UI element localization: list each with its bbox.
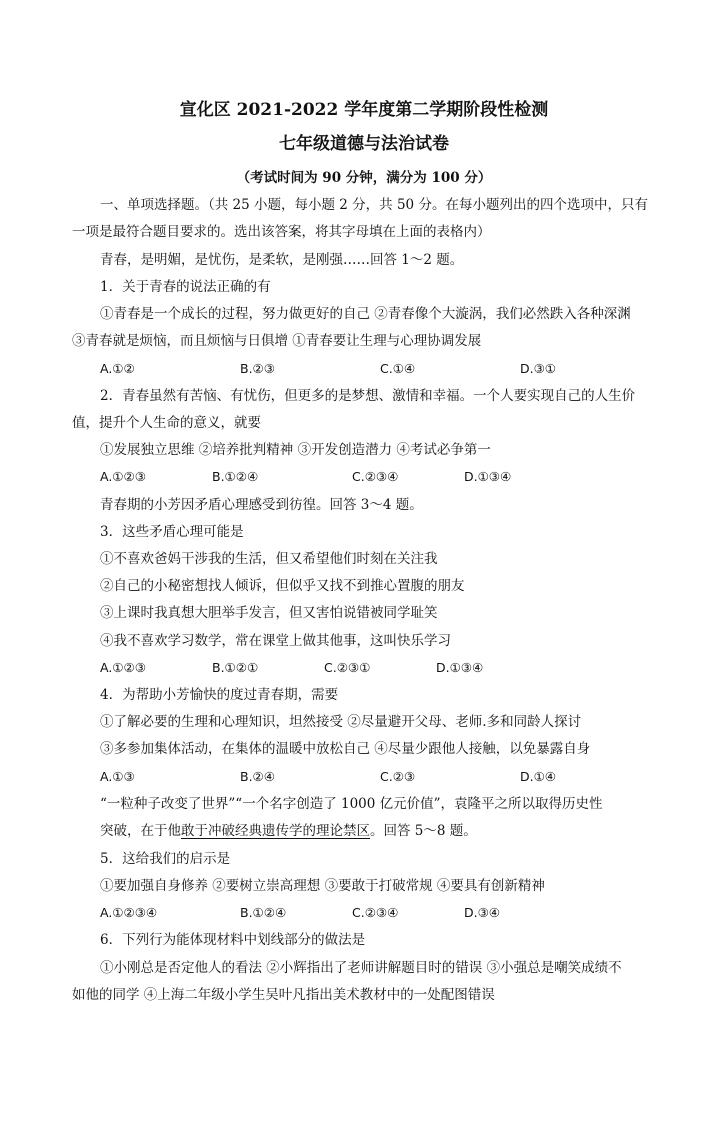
question-4-items-line1: ①了解必要的生理和心理知识，坦然接受 ②尽量避开父母、老师.多和同龄人探讨 [100, 714, 582, 730]
question-5-option-b: B.①②④ [240, 905, 287, 920]
question-6-stem: 6．下列行为能体现材料中划线部分的做法是 [100, 932, 366, 948]
group-intro-1: 青春，是明媚，是忧伤，是柔软，是刚强……回答 1～2 题。 [100, 252, 464, 268]
question-3-item-3: ③上课时我真想大胆举手发言，但又害怕说错被同学耻笑 [100, 605, 438, 621]
question-2-option-a: A.①②③ [100, 469, 146, 484]
question-4-option-c: C.②③ [380, 769, 416, 784]
question-2-items: ①发展独立思维 ②培养批判精神 ③开发创造潜力 ④考试必争第一 [100, 442, 491, 458]
question-5-option-c: C.②③④ [352, 905, 399, 920]
question-2-option-c: C.②③④ [352, 469, 399, 484]
question-2-option-b: B.①②④ [212, 469, 259, 484]
question-3-item-4: ④我不喜欢学习数学，常在课堂上做其他事，这叫快乐学习 [100, 633, 451, 649]
underlined-phrase: 敢于冲破经典遗传学的理论禁区 [181, 823, 370, 839]
question-4-stem: 4．为帮助小芳愉快的度过青春期，需要 [100, 687, 339, 703]
question-5-option-d: D.③④ [464, 905, 501, 920]
question-3-item-2: ②自己的小秘密想找人倾诉，但似乎又找不到推心置腹的朋友 [100, 578, 465, 594]
question-3-option-d: D.①③④ [436, 660, 484, 675]
question-1-items-line2: ③青春就是烦恼，而且烦恼与日俱增 ①青春要让生理与心理协调发展 [72, 333, 482, 349]
question-1-option-c: C.①④ [380, 361, 416, 376]
question-2-option-d: D.①③④ [464, 469, 512, 484]
group-intro-3-line2 [100, 822, 477, 840]
exam-title: 宣化区 2021-2022 学年度第二学期阶段性检测 [179, 100, 549, 120]
question-1-option-d: D.③① [520, 361, 557, 376]
question-1-option-a: A.①② [100, 361, 135, 376]
question-6-items-line1: ①小刚总是否定他人的看法 ②小辉指出了老师讲解题目时的错误 ③小强总是嘲笑成绩不 [100, 960, 622, 976]
question-6-items-line2: 如他的同学 ④上海二年级小学生吴叶凡指出美术教材中的一处配图错误 [72, 987, 495, 1003]
question-3-option-a: A.①②③ [100, 660, 146, 675]
question-5-stem: 5．这给我们的启示是 [100, 851, 231, 867]
question-1-items-line1: ①青春是一个成长的过程，努力做更好的自己 ②青春像个大漩涡，我们必然跌入各种深渊 [100, 306, 631, 322]
question-4-option-a: A.①③ [100, 769, 135, 784]
question-2-stem-line1: 2．青春虽然有苦恼、有忧伤，但更多的是梦想、激情和幸福。一个人要实现自己的人生价 [100, 388, 636, 404]
group-intro-2: 青春期的小芳因矛盾心理感受到彷徨。回答 3～4 题。 [100, 497, 423, 513]
exam-note: （考试时间为 90 分钟，满分为 100 分） [236, 170, 492, 186]
question-1-stem: 1．关于青春的说法正确的有 [100, 279, 271, 295]
question-4-items-line2: ③多参加集体活动，在集体的温暖中放松自己 ④尽量少跟他人接触，以免暴露自身 [100, 741, 591, 757]
group-intro-3-pre: 突破，在于他 [100, 823, 181, 839]
question-5-items: ①要加强自身修养 ②要树立崇高理想 ③要敢于打破常规 ④要具有创新精神 [100, 878, 545, 894]
question-3-option-b: B.①②① [212, 660, 259, 675]
section-instruction-line1: 一、单项选择题。（共 25 小题，每小题 2 分，共 50 分。在每小题列出的四个选项中，只有 [100, 197, 648, 213]
question-3-option-c: C.②③① [324, 660, 371, 675]
question-2-stem-line2: 值，提升个人生命的意义，就要 [72, 415, 261, 431]
section-instruction-line2: 一项是最符合题目要求的。选出该答案，将其字母填在上面的表格内） [72, 224, 491, 240]
question-4-option-d: D.①④ [520, 769, 557, 784]
question-5-option-a: A.①②③④ [100, 905, 158, 920]
question-1-option-b: B.②③ [240, 361, 275, 376]
question-4-option-b: B.②④ [240, 769, 275, 784]
question-3-stem: 3．这些矛盾心理可能是 [100, 524, 244, 540]
question-3-item-1: ①不喜欢爸妈干涉我的生活，但又希望他们时刻在关注我 [100, 551, 438, 567]
group-intro-3-line1: “一粒种子改变了世界”“一个名字创造了 1000 亿元价值”，袁隆平之所以取得历史性 [100, 796, 603, 812]
exam-subtitle: 七年级道德与法治试卷 [279, 134, 449, 154]
group-intro-3-post: 。回答 5～8 题。 [370, 823, 477, 839]
